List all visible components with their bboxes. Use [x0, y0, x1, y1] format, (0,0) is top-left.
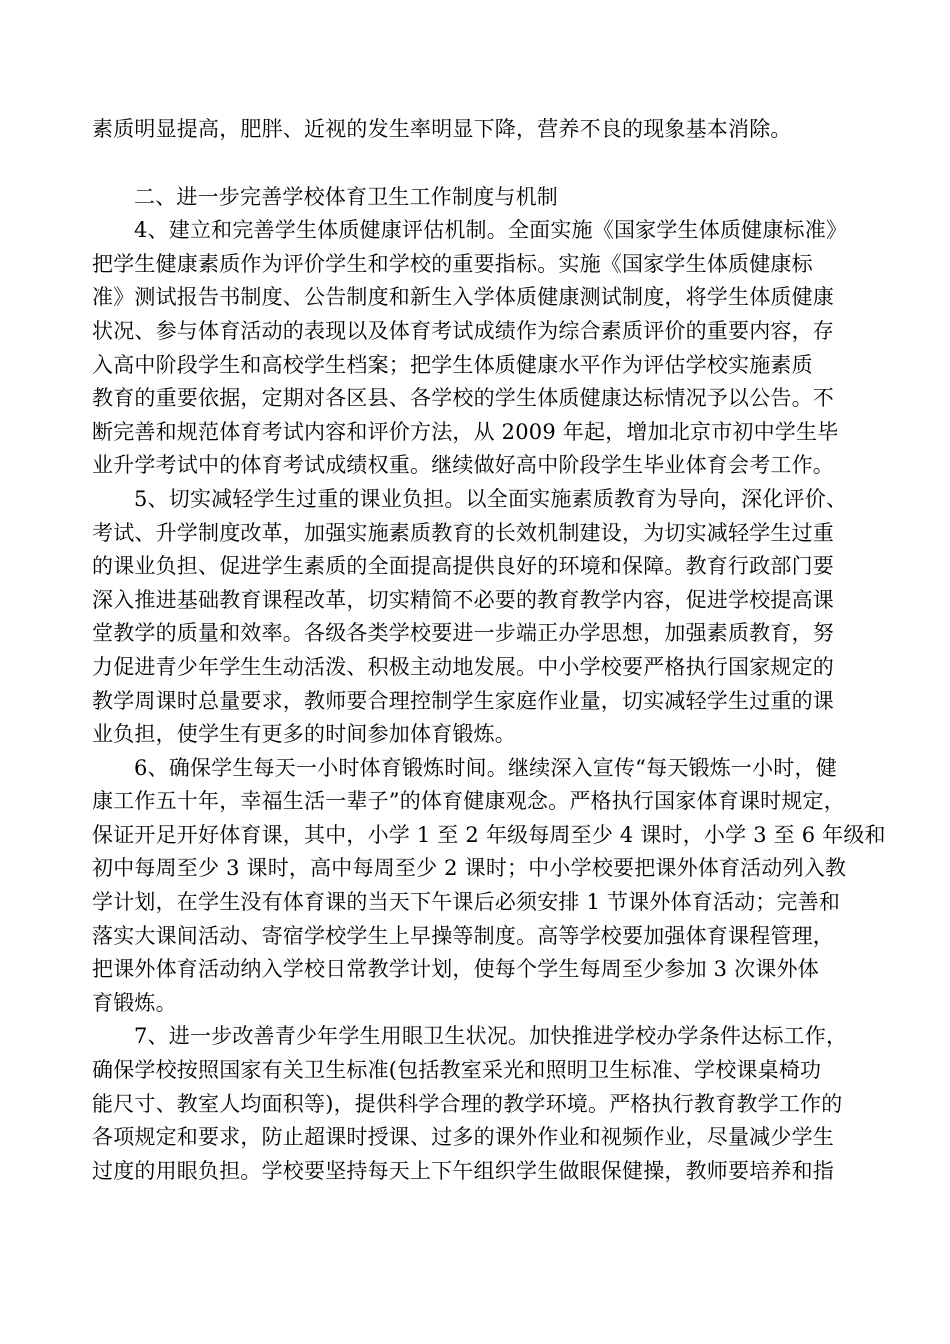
- paragraph-gap: [92, 147, 860, 181]
- paragraph-line: 育锻炼。: [92, 990, 177, 1015]
- paragraph-line: 学计划，在学生没有体育课的当天下午课后必须安排 1 节课外体育活动；完善和: [92, 890, 841, 915]
- section-heading: 二、进一步完善学校体育卫生工作制度与机制: [134, 184, 558, 209]
- paragraph-line: 业负担，使学生有更多的时间参加体育锻炼。: [92, 722, 516, 747]
- paragraph-7: [92, 1020, 860, 1188]
- paragraph-6: [92, 752, 886, 1021]
- paragraph-line: 落实大课间活动、寄宿学校学生上早操等制度。高等学校要加强体育课程管理，: [92, 923, 834, 948]
- paragraph-line: 7、进一步改善青少年学生用眼卫生状况。加快推进学校办学条件达标工作，: [134, 1024, 848, 1049]
- paragraph-line: 力促进青少年学生生动活泼、积极主动地发展。中小学校要严格执行国家规定的: [92, 654, 834, 679]
- paragraph-line: 能尺寸、教室人均面积等)，提供科学合理的教学环境。严格执行教育教学工作的: [92, 1091, 843, 1116]
- paragraph-line: 入高中阶段学生和高校学生档案；把学生体质健康水平作为评估学校实施素质: [92, 352, 813, 377]
- paragraph-line: 把学生健康素质作为评价学生和学校的重要指标。实施《国家学生体质健康标: [92, 251, 813, 276]
- paragraph-line: 保证开足开好体育课，其中，小学 1 至 2 年级每周至少 4 课时，小学 3 至 6 年级和: [92, 822, 886, 847]
- paragraph-line: 的课业负担、促进学生素质的全面提高提供良好的环境和保障。教育行政部门要: [92, 554, 834, 579]
- paragraph-line: 5、切实减轻学生过重的课业负担。以全面实施素质教育为导向，深化评价、: [134, 486, 848, 511]
- paragraph-line: 考试、升学制度改革，加强实施素质教育的长效机制建设，为切实减轻学生过重: [92, 520, 834, 545]
- paragraph-line: 教学周课时总量要求，教师要合理控制学生家庭作业量，切实减轻学生过重的课: [92, 688, 834, 713]
- paragraph-5: [92, 483, 860, 752]
- intro-line: 素质明显提高，肥胖、近视的发生率明显下降，营养不良的现象基本消除。: [92, 117, 792, 141]
- paragraph-line: 4、建立和完善学生体质健康评估机制。全面实施《国家学生体质健康标准》: [134, 218, 848, 243]
- paragraph-line: 各项规定和要求，防止超课时授课、过多的课外作业和视频作业，尽量减少学生: [92, 1125, 834, 1150]
- paragraph-line: 确保学校按照国家有关卫生标准(包括教室采光和照明卫生标准、学校课桌椅功: [92, 1058, 822, 1083]
- paragraph-line: 状况、参与体育活动的表现以及体育考试成绩作为综合素质评价的重要内容，存: [92, 318, 834, 343]
- paragraph-line: 堂教学的质量和效率。各级各类学校要进一步端正办学思想，加强素质教育，努: [92, 621, 834, 646]
- paragraph-line: 过度的用眼负担。学校要坚持每天上下午组织学生做眼保健操，教师要培养和指: [92, 1158, 834, 1183]
- paragraph-line: 把课外体育活动纳入学校日常教学计划，使每个学生每周至少参加 3 次课外体: [92, 957, 819, 982]
- paragraph-line: 教育的重要依据，定期对各区县、各学校的学生体质健康达标情况予以公告。不: [92, 386, 834, 411]
- paragraph-4: [92, 214, 860, 483]
- paragraph-line: 业升学考试中的体育考试成绩权重。继续做好高中阶段学生毕业体育会考工作。: [92, 453, 834, 478]
- paragraph-line: 准》测试报告书制度、公告制度和新生入学体质健康测试制度，将学生体质健康: [92, 285, 834, 310]
- paragraph-line: 6、确保学生每天一小时体育锻炼时间。继续深入宣传“每天锻炼一小时，健: [134, 755, 837, 780]
- paragraph-line: 初中每周至少 3 课时，高中每周至少 2 课时；中小学校要把课外体育活动列入教: [92, 856, 847, 881]
- paragraph-line: 断完善和规范体育考试内容和评价方法，从 2009 年起，增加北京市初中学生毕: [92, 419, 839, 444]
- paragraph-line: 康工作五十年，幸福生活一辈子”的体育健康观念。严格执行国家体育课时规定，: [92, 789, 845, 814]
- paragraph-line: 深入推进基础教育课程改革，切实精简不必要的教育教学内容，促进学校提高课: [92, 587, 834, 612]
